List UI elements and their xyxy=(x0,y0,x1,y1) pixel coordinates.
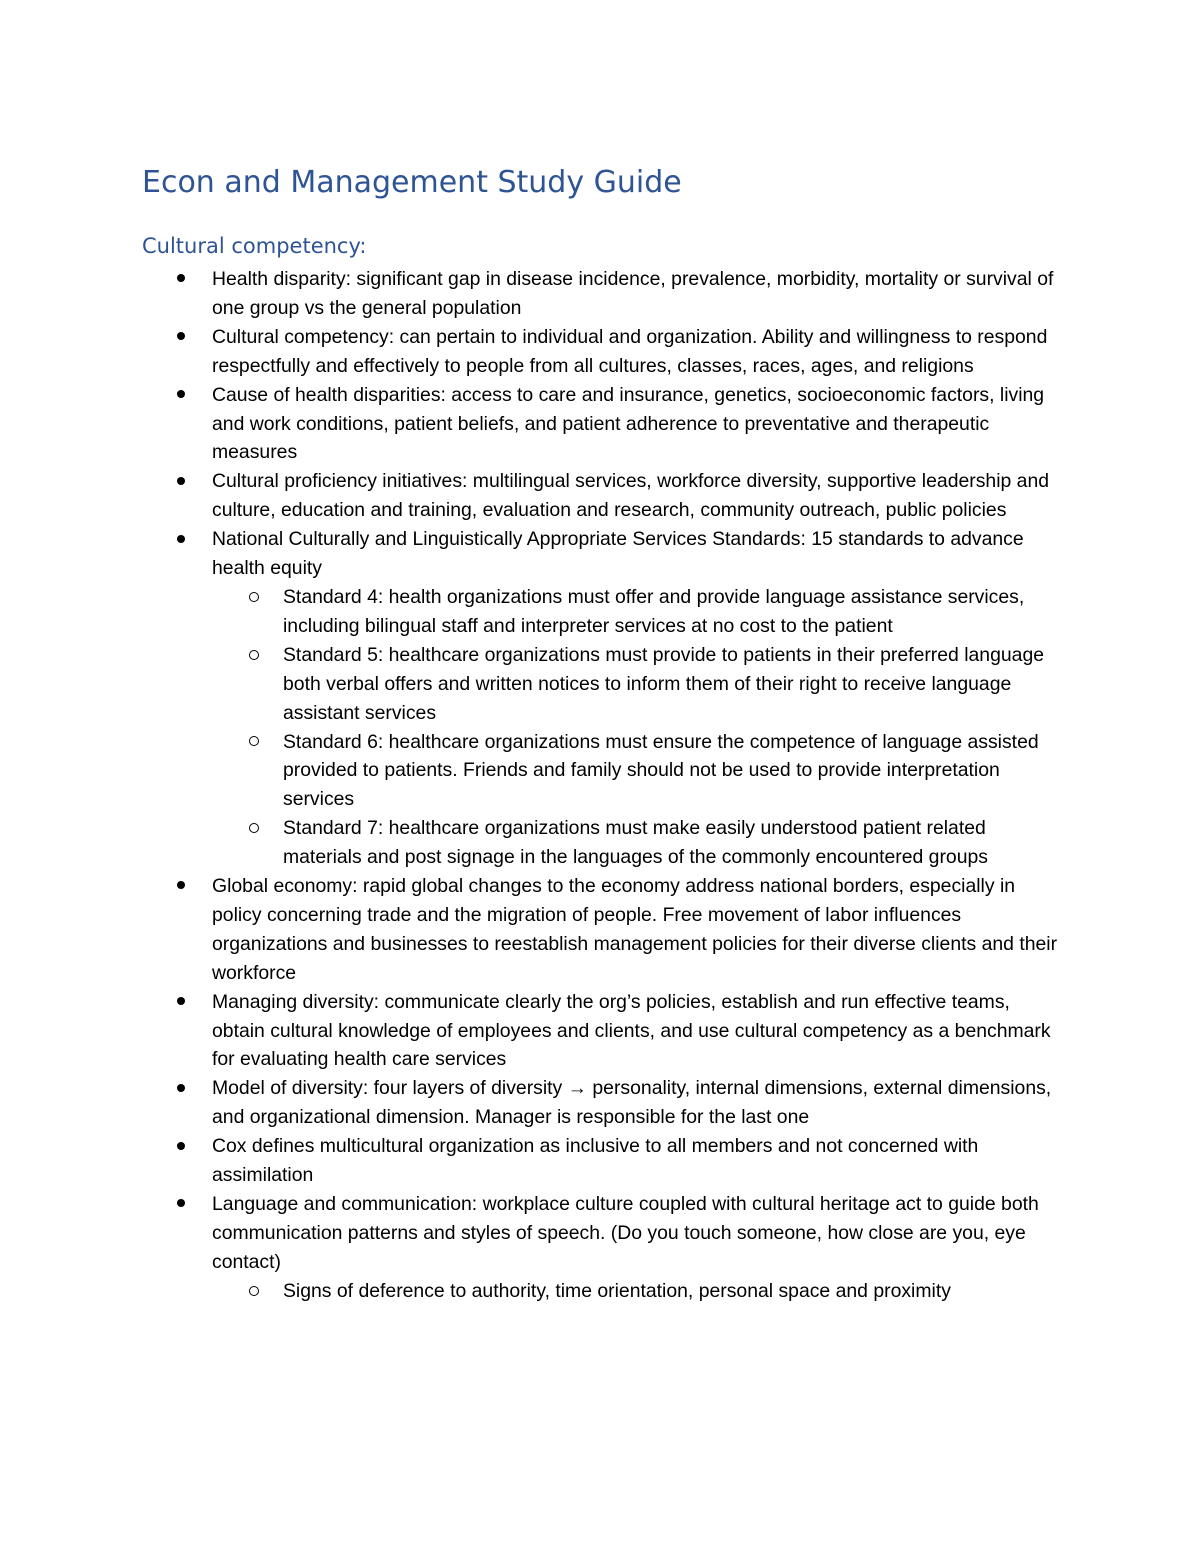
circle-bullet-icon xyxy=(244,1277,264,1306)
sub-list-item-text: Standard 5: healthcare organizations must provide to patients in their preferred language both verbal offers and written notices to inform them of their right to receive language assistant services xyxy=(283,643,1045,724)
list-item-text: Language and communication: workplace culture coupled with cultural heritage act to guide both communication patterns and styles of speech. (Do you touch someone, how close are you, eye contact) xyxy=(212,1193,1039,1273)
circle-bullet-icon xyxy=(244,728,264,757)
circle-bullet-icon xyxy=(244,641,264,670)
list-item-text xyxy=(212,1074,1060,1132)
document-title: Econ and Management Study Guide xyxy=(142,165,682,200)
bullet-icon xyxy=(171,872,191,901)
section-heading: Cultural competency: xyxy=(142,234,367,258)
sub-list-item xyxy=(0,641,1060,728)
bullet-icon xyxy=(171,1074,191,1103)
bullet-list xyxy=(0,265,1200,1306)
sub-list-item-text: Standard 4: health organizations must offer and provide language assistance services, including bilingual staff and interpreter services at no cost to the patient xyxy=(283,585,1025,637)
sub-list-item xyxy=(0,728,1060,815)
bullet-icon xyxy=(171,525,191,554)
list-item-text: National Culturally and Linguistically Appropriate Services Standards: 15 standards to advance health equity xyxy=(212,528,1024,580)
list-item-text: Cultural competency: can pertain to individual and organization. Ability and willingness to respond respectfully and effectively to people from all cultures, classes, races, ages, and religions xyxy=(212,325,1048,377)
list-item-text-after-arrow: personality, internal dimensions, external dimensions, and organizational dimension. Manager is responsible for the last one xyxy=(212,1077,1052,1129)
list-item-text: Cause of health disparities: access to care and insurance, genetics, socioeconomic factors, living and work conditions, patient beliefs, and patient adherence to preventative and therapeutic measures xyxy=(212,383,1045,464)
bullet-icon xyxy=(171,323,191,352)
bullet-icon xyxy=(171,988,191,1017)
list-item-text: Cultural proficiency initiatives: multilingual services, workforce diversity, supportive leadership and culture, education and training, evaluation and research, community outreach, public policies xyxy=(212,470,1050,522)
sub-list-item xyxy=(0,814,1060,872)
sub-list-item-text: Standard 7: healthcare organizations must make easily understood patient related materials and post signage in the languages of the commonly encountered groups xyxy=(283,817,988,869)
bullet-icon xyxy=(171,381,191,410)
list-item xyxy=(0,1074,1060,1132)
sub-list-item-text: Standard 6: healthcare organizations must ensure the competence of language assisted provided to patients. Friends and family should not be used to provide interpretation services xyxy=(283,730,1039,811)
list-item xyxy=(0,1132,1060,1190)
list-item xyxy=(0,381,1060,468)
list-item xyxy=(0,467,1060,525)
circle-bullet-icon xyxy=(244,583,264,612)
arrow-right-icon: → xyxy=(567,1077,588,1100)
sub-list-item xyxy=(0,583,1060,641)
sub-list-item xyxy=(0,1277,1060,1306)
list-item xyxy=(0,265,1060,323)
list-item-text: Global economy: rapid global changes to the economy address national borders, especially in policy concerning trade and the migration of people. Free movement of labor influences organizations and businesses to reestablish management policies for their diverse clients and their workforce xyxy=(212,875,1058,984)
list-item xyxy=(0,525,1060,583)
list-item xyxy=(0,988,1060,1075)
list-item-text: Health disparity: significant gap in disease incidence, prevalence, morbidity, mortality or survival of one group vs the general population xyxy=(212,268,1054,319)
list-item xyxy=(0,323,1060,381)
bullet-icon xyxy=(171,1190,191,1219)
list-item xyxy=(0,872,1060,988)
list-item-text-before-arrow: Model of diversity: four layers of diversity xyxy=(212,1077,568,1100)
list-item-text: Cox defines multicultural organization as inclusive to all members and not concerned with assimilation xyxy=(212,1135,979,1187)
list-item xyxy=(0,1190,1060,1277)
bullet-icon xyxy=(171,467,191,496)
bullet-icon xyxy=(171,265,191,294)
circle-bullet-icon xyxy=(244,814,264,843)
list-item-text: Managing diversity: communicate clearly the org’s policies, establish and run effective teams, obtain cultural knowledge of employees and clients, and use cultural competency as a benchmark for evaluating health care services xyxy=(212,990,1051,1071)
sub-list-item-text: Signs of deference to authority, time orientation, personal space and proximity xyxy=(283,1279,951,1302)
bullet-icon xyxy=(171,1132,191,1161)
